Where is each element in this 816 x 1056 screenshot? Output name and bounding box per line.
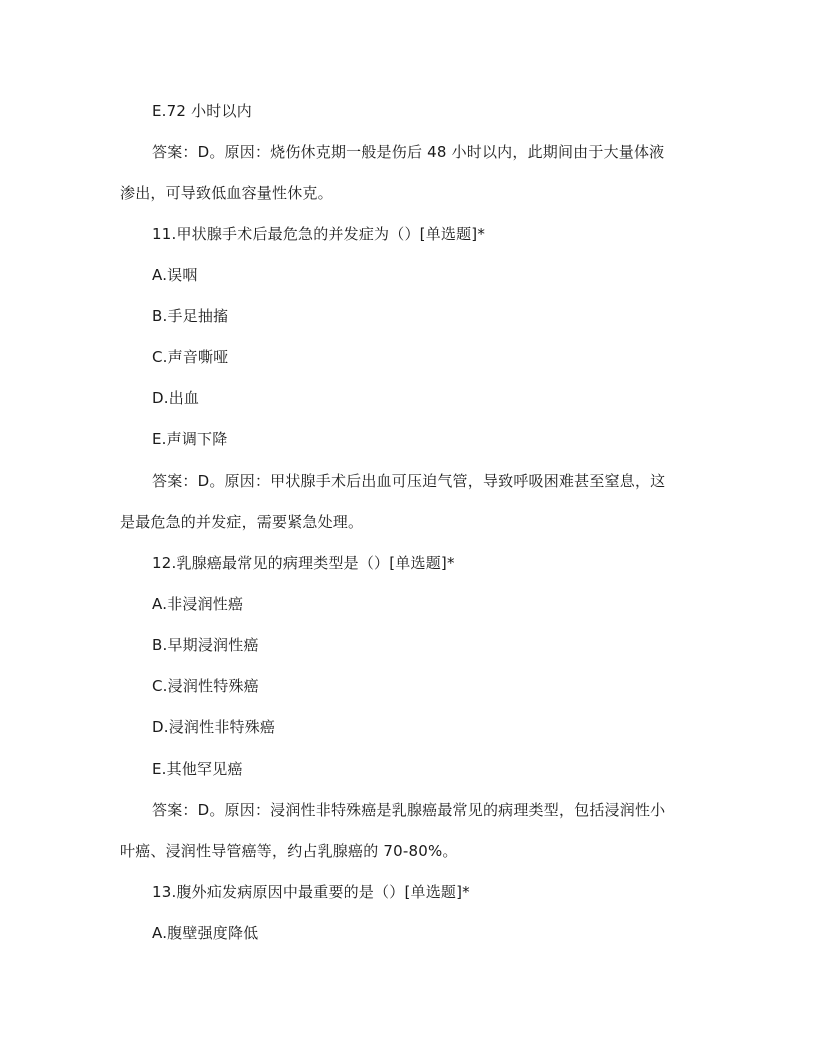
- answer-text-line-1: 答案：D。原因：烧伤休克期一般是伤后 48 小时以内，此期间由于大量体液: [152, 143, 665, 161]
- question-12-option-e: E.其他罕见癌: [152, 760, 243, 778]
- question-11-answer-line-1: 答案：D。原因：甲状腺手术后出血可压迫气管，导致呼吸困难甚至窒息，这: [152, 472, 666, 490]
- question-12-option-a: A.非浸润性癌: [152, 595, 244, 613]
- option-e-text: E.72 小时以内: [152, 102, 252, 120]
- question-11-option-b: B.手足抽搐: [152, 307, 229, 325]
- question-13-title: 13.腹外疝发病原因中最重要的是（）[单选题]*: [152, 883, 470, 901]
- question-11-option-a: A.误咽: [152, 266, 198, 284]
- question-11-option-e: E.声调下降: [152, 430, 228, 448]
- question-12-answer-line-2: 叶癌、浸润性导管癌等，约占乳腺癌的 70-80%。: [120, 842, 458, 860]
- question-12-option-b: B.早期浸润性癌: [152, 636, 259, 654]
- answer-text-line-2: 渗出，可导致低血容量性休克。: [120, 184, 333, 202]
- question-12-option-d: D.浸润性非特殊癌: [152, 718, 276, 736]
- question-13-option-a: A.腹壁强度降低: [152, 924, 259, 942]
- question-11-answer-line-2: 是最危急的并发症，需要紧急处理。: [120, 513, 364, 531]
- question-12-option-c: C.浸润性特殊癌: [152, 677, 259, 695]
- question-12-answer-line-1: 答案：D。原因：浸润性非特殊癌是乳腺癌最常见的病理类型，包括浸润性小: [152, 801, 666, 819]
- question-11-option-c: C.声音嘶哑: [152, 348, 229, 366]
- question-12-title: 12.乳腺癌最常见的病理类型是（）[单选题]*: [152, 554, 455, 572]
- question-11-title: 11.甲状腺手术后最危急的并发症为（）[单选题]*: [152, 225, 486, 243]
- question-11-option-d: D.出血: [152, 389, 200, 407]
